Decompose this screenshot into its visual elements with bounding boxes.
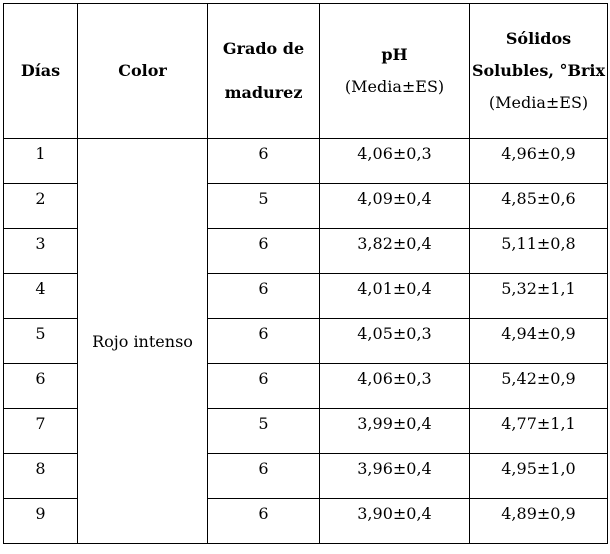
header-ph: pH (Media±ES) (320, 4, 470, 139)
cell-solidos: 5,11±0,8 (470, 229, 608, 274)
cell-solidos: 5,32±1,1 (470, 274, 608, 319)
cell-dia: 7 (4, 409, 78, 454)
cell-ph: 4,05±0,3 (320, 319, 470, 364)
data-table (3, 3, 608, 544)
cell-grado: 5 (208, 409, 320, 454)
cell-dia: 1 (4, 139, 78, 184)
table-row (4, 139, 608, 184)
cell-ph: 3,96±0,4 (320, 454, 470, 499)
cell-solidos: 4,94±0,9 (470, 319, 608, 364)
cell-grado: 6 (208, 454, 320, 499)
cell-grado: 6 (208, 139, 320, 184)
cell-ph: 4,06±0,3 (320, 364, 470, 409)
cell-solidos: 4,96±0,9 (470, 139, 608, 184)
cell-dia: 2 (4, 184, 78, 229)
cell-ph: 4,06±0,3 (320, 139, 470, 184)
cell-solidos: 5,42±0,9 (470, 364, 608, 409)
cell-dia: 8 (4, 454, 78, 499)
cell-dia: 9 (4, 499, 78, 544)
cell-ph: 3,90±0,4 (320, 499, 470, 544)
cell-grado: 6 (208, 274, 320, 319)
cell-ph: 4,01±0,4 (320, 274, 470, 319)
cell-grado: 5 (208, 184, 320, 229)
header-row (4, 4, 608, 139)
cell-ph: 3,99±0,4 (320, 409, 470, 454)
cell-dia: 3 (4, 229, 78, 274)
cell-grado: 6 (208, 364, 320, 409)
cell-ph: 3,82±0,4 (320, 229, 470, 274)
cell-grado: 6 (208, 319, 320, 364)
header-dias: Días (4, 4, 78, 139)
cell-dia: 6 (4, 364, 78, 409)
header-color: Color (78, 4, 208, 139)
header-solidos-solubles: Sólidos Solubles, °Brix (Media±ES) (470, 4, 608, 139)
cell-dia: 4 (4, 274, 78, 319)
cell-solidos: 4,95±1,0 (470, 454, 608, 499)
cell-solidos: 4,85±0,6 (470, 184, 608, 229)
cell-dia: 5 (4, 319, 78, 364)
cell-grado: 6 (208, 229, 320, 274)
cell-solidos: 4,89±0,9 (470, 499, 608, 544)
cell-ph: 4,09±0,4 (320, 184, 470, 229)
cell-grado: 6 (208, 499, 320, 544)
header-grado-madurez: Grado de madurez (208, 4, 320, 139)
cell-solidos: 4,77±1,1 (470, 409, 608, 454)
cell-color: Rojo intenso (78, 139, 208, 544)
